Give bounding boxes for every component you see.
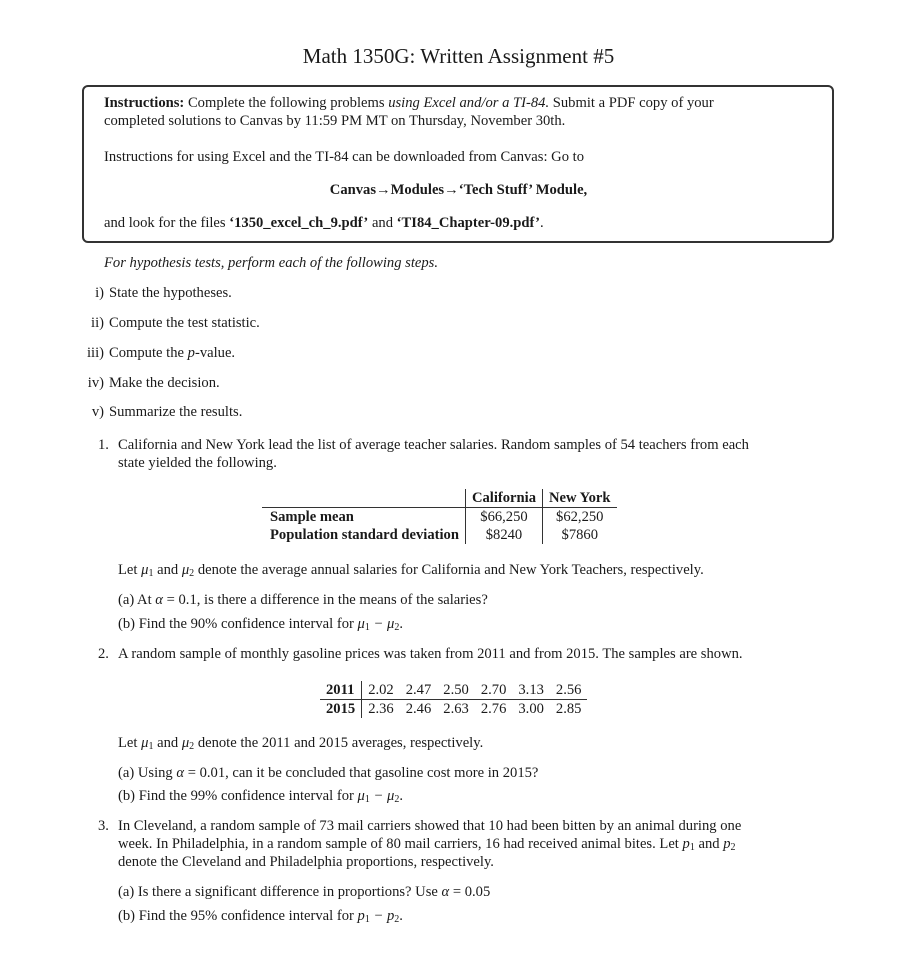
- table-header-new-york: New York: [549, 490, 611, 506]
- p-2: $p_2$: [723, 836, 736, 853]
- table-row-label: Population standard deviation: [262, 526, 465, 544]
- page-title: Math 1350G: Written Assignment #5: [302, 44, 615, 68]
- alpha-symbol: α: [441, 884, 450, 900]
- instructions-italic: using Excel and/or a TI-84.: [388, 95, 550, 111]
- problem-2-let: [118, 735, 483, 752]
- part-text: Find the 90% confidence interval for: [138, 616, 354, 632]
- let-text: and: [157, 735, 179, 751]
- price-cell: 3.00: [512, 700, 550, 719]
- price-cell: 2.70: [480, 682, 507, 698]
- p-difference: $p_1 - p_2$: [357, 908, 400, 925]
- gas-price-table: [320, 681, 587, 718]
- steps-intro: For hypothesis tests, perform each of the following steps.: [104, 255, 439, 271]
- step-text: Make the decision.: [109, 375, 220, 391]
- table-cell: $66,250: [465, 508, 542, 527]
- table-cell: $62,250: [543, 508, 617, 527]
- let-text: denote the average annual salaries for California and New York Teachers, respectively.: [197, 562, 704, 578]
- instructions-line-4: [104, 215, 544, 232]
- price-cell: 2.63: [437, 700, 475, 719]
- alpha-symbol: α: [176, 765, 185, 781]
- let-text: denote the 2011 and 2015 averages, respectively.: [197, 735, 484, 751]
- price-cell: 2.85: [550, 700, 588, 719]
- instructions-text: .: [540, 215, 544, 231]
- step-num: i): [95, 285, 104, 301]
- instructions-text: Submit a PDF copy of your: [552, 95, 714, 111]
- problem-1-line-2: state yielded the following.: [118, 455, 277, 471]
- salary-table: [262, 489, 617, 544]
- part-text: Using: [137, 765, 173, 781]
- mu-2: $\mu_2$: [181, 735, 195, 752]
- step-num: iv): [87, 375, 104, 391]
- problem-2b: (b) Find the 99% confidence interval for $\mu_1 - \mu_2$.: [118, 788, 403, 805]
- canvas-path: Canvas→Modules→‘Tech Stuff’ Module,: [329, 182, 588, 198]
- instructions-line-3: Instructions for using Excel and the TI-84 can be downloaded from Canvas: Go to: [104, 149, 584, 165]
- table-row-label: Sample mean: [262, 508, 465, 527]
- step-text-part: Compute the: [109, 345, 184, 361]
- problem-2-line-1: A random sample of monthly gasoline prices was taken from 2011 and from 2015. The samples are shown.: [118, 646, 743, 662]
- table-header-california: California: [465, 489, 542, 508]
- instructions-text: Complete the following problems: [187, 95, 385, 111]
- problem-text: week. In Philadelphia, in a random sample of 80 mail carriers, 16 had received animal bites. Let: [118, 836, 679, 852]
- let-text: and: [157, 562, 179, 578]
- year-label: 2011: [320, 681, 362, 700]
- part-label: (a): [118, 884, 135, 900]
- let-text: Let: [118, 562, 138, 578]
- step-text: Summarize the results.: [109, 404, 243, 420]
- instructions-text: and look for the files: [104, 215, 226, 231]
- price-cell: 2.47: [405, 682, 432, 698]
- price-cell: 2.56: [555, 682, 582, 698]
- step-text-part: p: [187, 345, 195, 361]
- p-1: $p_1$: [682, 836, 695, 853]
- file-name-excel: ‘1350_excel_ch_9.pdf’: [229, 215, 369, 231]
- price-cell: 2.36: [362, 700, 400, 719]
- step-num: v): [91, 404, 104, 420]
- step-text: [109, 345, 235, 362]
- problem-number: 3.: [98, 818, 109, 834]
- part-label: (a): [118, 765, 135, 781]
- instructions-line-2: completed solutions to Canvas by 11:59 PM MT on Thursday, November 30th.: [104, 113, 566, 129]
- part-label: (b): [118, 788, 136, 804]
- instructions-label: Instructions:: [104, 95, 185, 111]
- price-cell: 3.13: [518, 682, 544, 698]
- price-cell: 2.46: [400, 700, 438, 719]
- file-name-ti84: ‘TI84_Chapter-09.pdf’: [396, 215, 541, 231]
- part-text: = 0.1, is there a difference in the means of the salaries?: [166, 592, 488, 608]
- mu-2: $\mu_2$: [181, 562, 195, 579]
- instructions-text: and: [371, 215, 394, 231]
- part-text: Find the 99% confidence interval for: [138, 788, 354, 804]
- problem-2a: [118, 765, 538, 782]
- part-text: Is there a significant difference in proportions? Use: [137, 884, 438, 900]
- problem-1-let: [118, 562, 704, 579]
- step-num: ii): [91, 315, 104, 331]
- table-cell: $8240: [465, 526, 542, 544]
- mu-difference: $\mu_1 - \mu_2$: [357, 616, 400, 633]
- step-text: Compute the test statistic.: [109, 315, 260, 331]
- mu-difference: $\mu_1 - \mu_2$: [357, 788, 400, 805]
- step-num: iii): [86, 345, 104, 361]
- step-text: State the hypotheses.: [109, 285, 232, 301]
- problem-1a: [118, 592, 488, 609]
- problem-3a: [118, 884, 490, 901]
- part-text: = 0.05: [452, 884, 491, 900]
- problem-number: 2.: [98, 646, 109, 662]
- year-label: 2015: [320, 700, 362, 719]
- problem-3b: (b) Find the 95% confidence interval for $p_1 - p_2$.: [118, 908, 403, 925]
- table-header-empty: [262, 489, 465, 508]
- problem-3-line-1: In Cleveland, a random sample of 73 mail carriers showed that 10 had been bitten by an animal during one: [118, 818, 742, 834]
- alpha-symbol: α: [155, 592, 163, 608]
- price-cell: 2.50: [443, 682, 469, 698]
- mu-1: $\mu_1$: [141, 562, 154, 579]
- price-cell: 2.02: [368, 682, 394, 698]
- problem-text: and: [698, 836, 720, 852]
- part-label: (b): [118, 616, 136, 632]
- part-text: = 0.01, can it be concluded that gasoline cost more in 2015?: [187, 765, 539, 781]
- table-cell: $7860: [561, 527, 598, 543]
- problem-1-line-1: California and New York lead the list of average teacher salaries. Random samples of 54 teachers from each: [118, 437, 749, 453]
- mu-1: $\mu_1$: [141, 735, 154, 752]
- let-text: Let: [118, 735, 138, 751]
- problem-number: 1.: [98, 437, 109, 453]
- step-text-part: -value.: [194, 345, 236, 361]
- instructions-line-1: [104, 95, 714, 112]
- problem-3-line-2: [118, 836, 736, 853]
- part-text: At: [137, 592, 152, 608]
- part-text: Find the 95% confidence interval for: [138, 908, 354, 924]
- problem-3-line-3: denote the Cleveland and Philadelphia proportions, respectively.: [118, 854, 494, 870]
- price-cell: 2.76: [475, 700, 513, 719]
- part-label: (b): [118, 908, 136, 924]
- problem-1b: (b) Find the 90% confidence interval for $\mu_1 - \mu_2$.: [118, 616, 403, 633]
- part-label: (a): [118, 592, 135, 608]
